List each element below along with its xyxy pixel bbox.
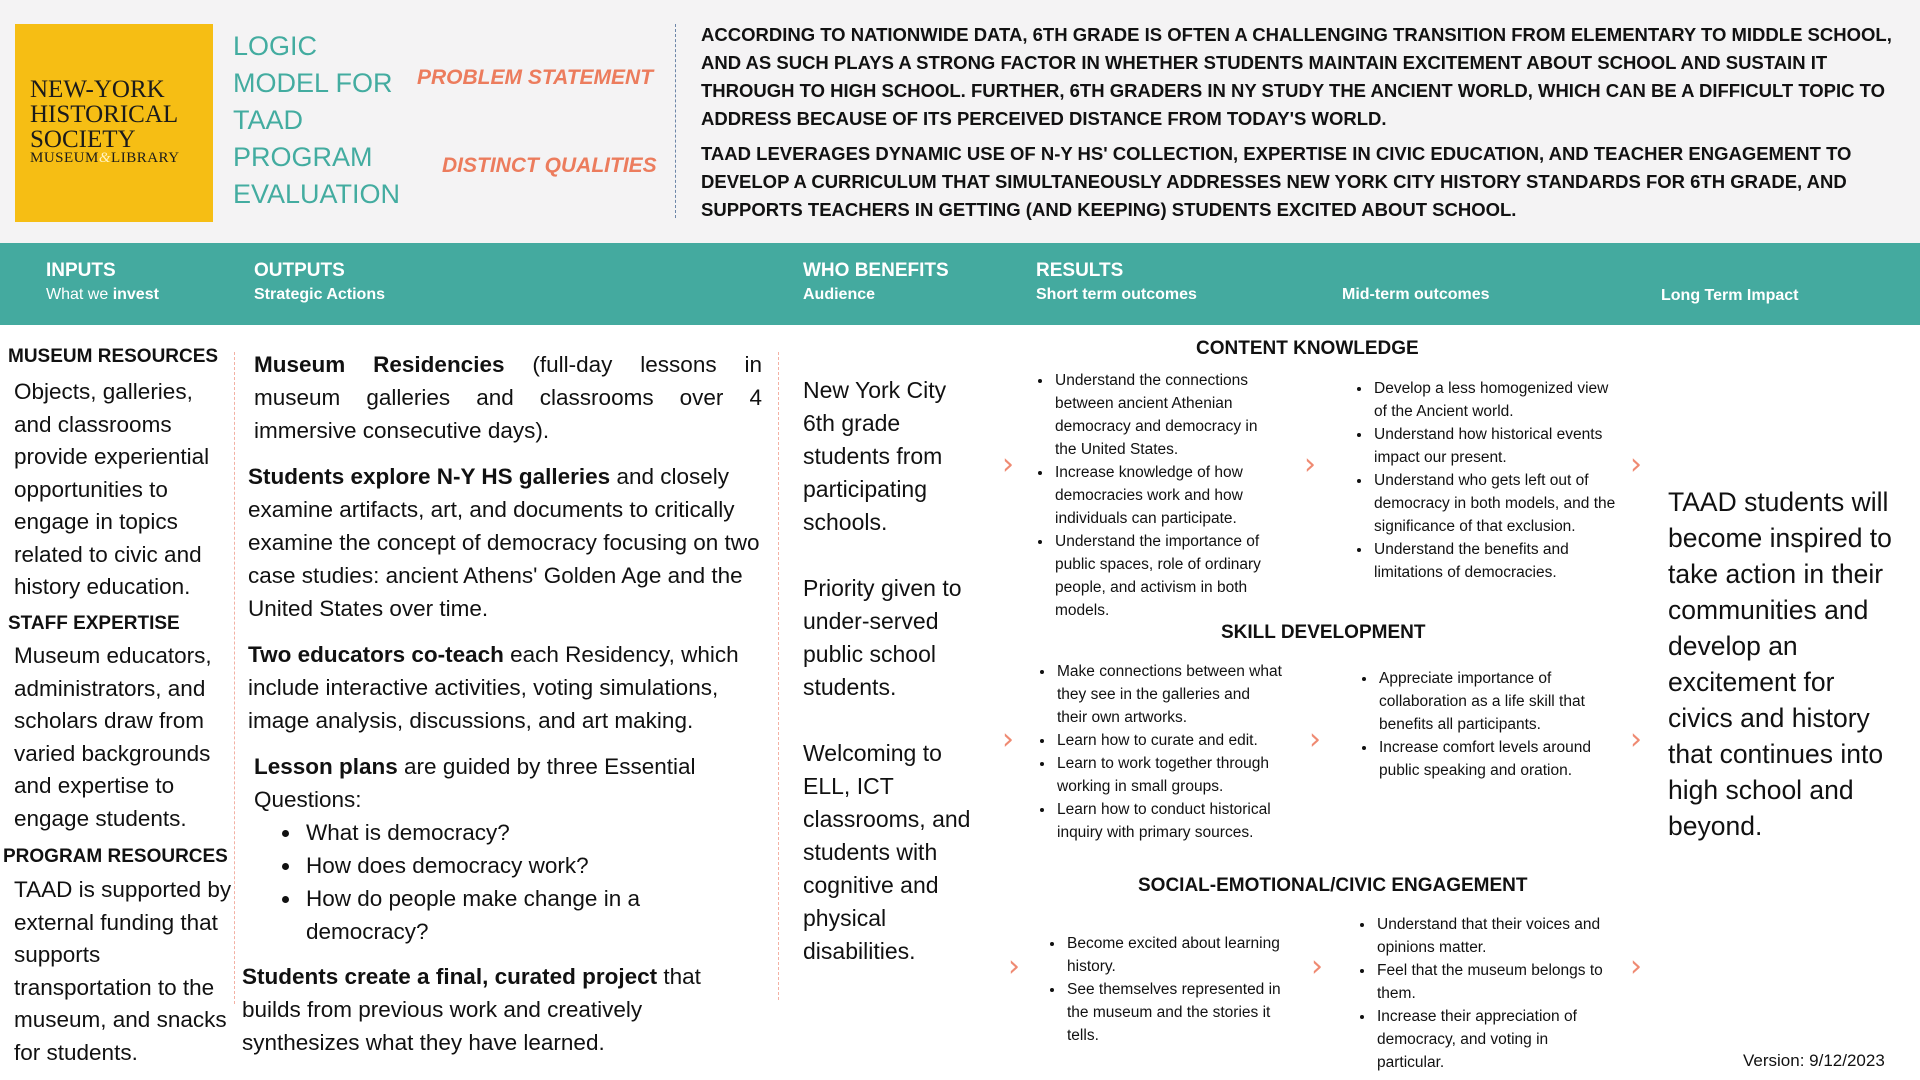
paragraph-bold: Lesson plans: [254, 754, 398, 779]
program-resources-text: TAAD is supported by external funding that supports transportation to the museum, and snacks for students.: [14, 877, 232, 1065]
nyhs-logo: [15, 24, 213, 222]
short-term-subtitle: Short term outcomes: [1036, 286, 1197, 303]
list-item: • How do people make change in a democracy?: [302, 882, 762, 948]
paragraph-text: (full-day lessons in museum galleries and classrooms over 4 immersive consecutive days).: [254, 352, 762, 443]
version-label: Version: 9/12/2023: [1743, 1051, 1885, 1070]
chevron-right-icon: ›: [1630, 722, 1642, 757]
skill-mid-term-list: [1355, 667, 1615, 782]
list-item: • Understand the benefits and limitations of democracies.: [1372, 538, 1620, 584]
problem-statement-label: PROBLEM STATEMENT: [417, 66, 654, 89]
paragraph-bold: Students explore N-Y HS galleries: [248, 464, 611, 489]
list-item: • Increase their appreciation of democracy, and voting in particular.: [1375, 1005, 1615, 1074]
benefits-subtitle: Audience: [803, 286, 876, 303]
chevron-right-icon: ›: [1008, 949, 1020, 984]
logo-line-4: [30, 150, 180, 167]
paragraph-bold: Museum Residencies: [254, 352, 505, 377]
list-item: • Appreciate importance of collaboration as a life skill that benefits all participants.: [1377, 667, 1615, 736]
list-item: • Become excited about learning history.: [1065, 932, 1303, 978]
column-header-bar: [0, 243, 1920, 325]
benefits-title: WHO BENEFITS: [803, 260, 949, 281]
list-item: • Increase comfort levels around public speaking and oration.: [1377, 736, 1615, 782]
priority-paragraph: Priority given to under-served public school students.: [803, 575, 962, 700]
staff-expertise-text: Museum educators, administrators, and scholars draw from varied backgrounds and expertise to engage students.: [14, 643, 212, 831]
list-item: • Increase knowledge of how democracies work and how individuals can participate.: [1053, 461, 1281, 530]
content-short-term-list: [1031, 369, 1281, 622]
chevron-right-icon: ›: [1002, 447, 1014, 482]
list-item: • Understand that their voices and opinions matter.: [1375, 913, 1615, 959]
inputs-title: INPUTS: [46, 260, 116, 281]
social-short-term-list: [1043, 932, 1303, 1047]
list-item: • See themselves represented in the museum and the stories it tells.: [1065, 978, 1303, 1047]
paragraph-text: are guided by three Essential Questions:: [254, 754, 696, 812]
inputs-subtitle-a: What we: [46, 286, 113, 303]
problem-statement-text: ACCORDING TO NATIONWIDE DATA, 6TH GRADE IS OFTEN A CHALLENGING TRANSITION FROM ELEMENTARY TO MIDDLE SCHOOL, AND AS SUCH PLAYS A STRONG FACTOR IN WHETHER STUDENTS MAINTAIN EXCITEMENT ABOUT SCHOOL AND SUSTAIN IT THROUGH TO HIGH SCHOOL. FURTHER, 6TH GRADERS IN NY STUDY THE ANCIENT WORLD, WHICH CAN BE A DIFFICULT TOPIC TO ADDRESS BECAUSE OF ITS PERCEIVED DISTANCE FROM TODAY'S WORLD.: [701, 24, 1892, 129]
list-item: • Feel that the museum belongs to them.: [1375, 959, 1615, 1005]
paragraph-text: that builds from previous work and creatively synthesizes what they have learned.: [242, 964, 701, 1055]
column-divider: [234, 352, 235, 1004]
logo-line-1: NEW-YORK: [30, 76, 165, 103]
museum-residencies-paragraph: [248, 348, 762, 447]
skill-development-heading: SKILL DEVELOPMENT: [1221, 622, 1426, 643]
outputs-column: [242, 348, 762, 1072]
outputs-column-header: [254, 259, 385, 307]
list-item: • Understand the importance of public spaces, role of ordinary people, and activism in both models.: [1053, 530, 1281, 622]
inputs-subtitle-b: invest: [112, 286, 159, 303]
chevron-right-icon: ›: [1630, 447, 1642, 482]
program-resources-heading: PROGRAM RESOURCES: [3, 846, 228, 867]
long-term-impact-text: TAAD students will become inspired to take action in their communities and develop an excitement for civics and history that continues into high school and beyond.: [1668, 487, 1892, 841]
list-item: • What is democracy?: [302, 816, 762, 849]
outputs-subtitle: Strategic Actions: [254, 286, 385, 303]
explore-galleries-paragraph: [248, 460, 762, 625]
paragraph-text: each Residency, which include interactive activities, voting simulations, image analysis, discussions, and art making.: [248, 642, 739, 733]
outputs-title: OUTPUTS: [254, 260, 345, 281]
logo-museum: MUSEUM: [30, 150, 99, 166]
page-title: [233, 28, 403, 213]
inputs-column-header: [46, 259, 159, 307]
lesson-plans-intro: [254, 750, 762, 816]
chevron-right-icon: ›: [1311, 949, 1323, 984]
list-item: • Understand how historical events impact our present.: [1372, 423, 1620, 469]
social-mid-term-list: [1353, 913, 1615, 1074]
museum-resources-text: Objects, galleries, and classrooms provide experiential opportunities to engage in topics related to civic and history education.: [14, 379, 210, 599]
distinct-qualities-label: DISTINCT QUALITIES: [442, 154, 657, 177]
list-item: • Understand who gets left out of democracy in both models, and the significance of that exclusion.: [1372, 469, 1620, 538]
results-column-header: [1036, 259, 1197, 307]
chevron-right-icon: ›: [1002, 722, 1014, 757]
social-emotional-heading: SOCIAL-EMOTIONAL/CIVIC ENGAGEMENT: [1138, 875, 1528, 896]
essential-questions-list: [302, 816, 762, 948]
skill-short-term-list: [1033, 660, 1283, 844]
lesson-plans-paragraph: [248, 750, 762, 948]
co-teach-paragraph: [248, 638, 762, 737]
title-line: MODEL FOR: [233, 68, 393, 98]
title-line: TAAD: [233, 105, 304, 135]
results-title: RESULTS: [1036, 260, 1124, 281]
list-item: • Make connections between what they see in the galleries and their own artworks.: [1055, 660, 1283, 729]
list-item: • Learn how to curate and edit.: [1055, 729, 1283, 752]
final-project-paragraph: [242, 960, 762, 1059]
logo-line-2: HISTORICAL: [30, 101, 179, 128]
benefits-column-header: [803, 259, 949, 307]
title-line: LOGIC: [233, 31, 318, 61]
paragraph-text: and closely examine artifacts, art, and documents to critically examine the concept of democracy focusing on two case studies: ancient Athens' Golden Age and the United States over time.: [248, 464, 760, 621]
title-line: PROGRAM: [233, 142, 373, 172]
column-divider: [778, 352, 779, 1000]
paragraph-bold: Students create a final, curated project: [242, 964, 658, 989]
list-item: • Learn how to conduct historical inquiry with primary sources.: [1055, 798, 1283, 844]
audience-paragraph: New York City 6th grade students from participating schools.: [803, 377, 947, 535]
header-banner: [0, 0, 1920, 243]
inputs-subtitle: [46, 283, 159, 307]
title-line: EVALUATION: [233, 179, 401, 209]
welcoming-paragraph: Welcoming to ELL, ICT classrooms, and students with cognitive and physical disabilities.: [803, 740, 971, 964]
logo-ampersand: &: [98, 150, 112, 166]
museum-resources-heading: MUSEUM RESOURCES: [8, 346, 219, 367]
header-divider: [675, 24, 676, 218]
list-item: • Learn to work together through working in small groups.: [1055, 752, 1283, 798]
chevron-right-icon: ›: [1304, 447, 1316, 482]
mid-term-subtitle: Mid-term outcomes: [1342, 286, 1490, 303]
who-benefits-column: [803, 374, 978, 1001]
logo-library: LIBRARY: [111, 150, 180, 166]
list-item: • Develop a less homogenized view of the Ancient world.: [1372, 377, 1620, 423]
logo-line-3: SOCIETY: [30, 126, 136, 153]
chevron-right-icon: ›: [1309, 722, 1321, 757]
content-knowledge-heading: CONTENT KNOWLEDGE: [1196, 338, 1419, 359]
staff-expertise-heading: STAFF EXPERTISE: [8, 613, 180, 634]
content-mid-term-list: [1350, 377, 1620, 584]
list-item: • How does democracy work?: [302, 849, 762, 882]
long-term-subtitle: Long Term Impact: [1661, 287, 1799, 304]
list-item: • Understand the connections between ancient Athenian democracy and democracy in the United States.: [1053, 369, 1281, 461]
chevron-right-icon: ›: [1630, 949, 1642, 984]
distinct-qualities-text: TAAD LEVERAGES DYNAMIC USE OF N-Y HS' COLLECTION, EXPERTISE IN CIVIC EDUCATION, AND TEACHER ENGAGEMENT TO DEVELOP A CURRICULUM THAT SIMULTANEOUSLY ADDRESSES NEW YORK CITY HISTORY STANDARDS FOR 6TH GRADE, AND SUPPORTS TEACHERS IN GETTING (AND KEEPING) STUDENTS EXCITED ABOUT SCHOOL.: [701, 143, 1852, 220]
paragraph-bold: Two educators co-teach: [248, 642, 504, 667]
